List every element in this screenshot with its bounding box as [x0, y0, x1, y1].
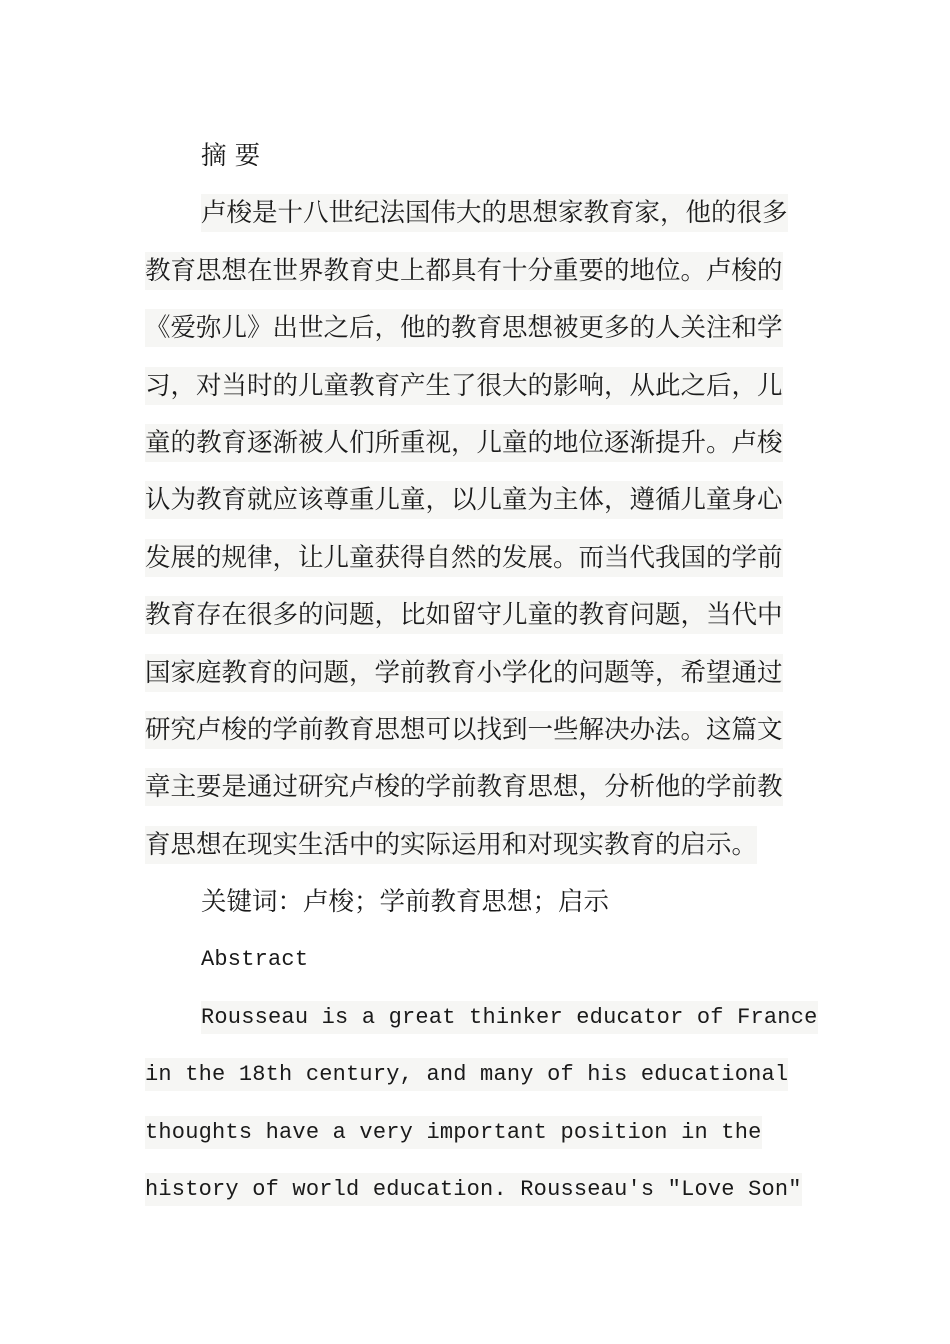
abstract-cn-line: 习，对当时的儿童教育产生了很大的影响，从此之后，儿: [145, 358, 795, 415]
abstract-en-line: in the 18th century, and many of his educational: [145, 1046, 795, 1103]
document-page: [145, 128, 818, 1218]
abstract-en-line: Rousseau is a great thinker educator of France: [145, 989, 795, 1046]
abstract-en-line: thoughts have a very important position in the: [145, 1104, 795, 1161]
keywords-line: 关键词：卢梭；学前教育思想；启示: [201, 887, 610, 918]
abstract-cn-line: 章主要是通过研究卢梭的学前教育思想，分析他的学前教: [145, 759, 795, 816]
abstract-en-line: history of world education. Rousseau's "Love Son": [145, 1161, 795, 1218]
abstract-cn-line: 育思想在现实生活中的实际运用和对现实教育的启示。: [145, 817, 795, 874]
abstract-cn-line: 卢梭是十八世纪法国伟大的思想家教育家，他的很多: [145, 185, 795, 242]
abstract-cn-line: 国家庭教育的问题，学前教育小学化的问题等，希望通过: [145, 645, 795, 702]
abstract-cn-line: 认为教育就应该尊重儿童，以儿童为主体，遵循儿童身心: [145, 472, 795, 529]
abstract-cn-line: 教育思想在世界教育史上都具有十分重要的地位。卢梭的: [145, 243, 795, 300]
abstract-cn-line: 童的教育逐渐被人们所重视，儿童的地位逐渐提升。卢梭: [145, 415, 795, 472]
abstract-cn-line: 发展的规律，让儿童获得自然的发展。而当代我国的学前: [145, 530, 795, 587]
abstract-heading: 摘 要: [201, 141, 261, 171]
abstract-cn-line: 研究卢梭的学前教育思想可以找到一些解决办法。这篇文: [145, 702, 795, 759]
abstract-cn-line: 教育存在很多的问题，比如留守儿童的教育问题，当代中: [145, 587, 795, 644]
abstract-cn-line: 《爱弥儿》出世之后，他的教育思想被更多的人关注和学: [145, 300, 795, 357]
abstract-en-heading: Abstract: [201, 947, 309, 973]
